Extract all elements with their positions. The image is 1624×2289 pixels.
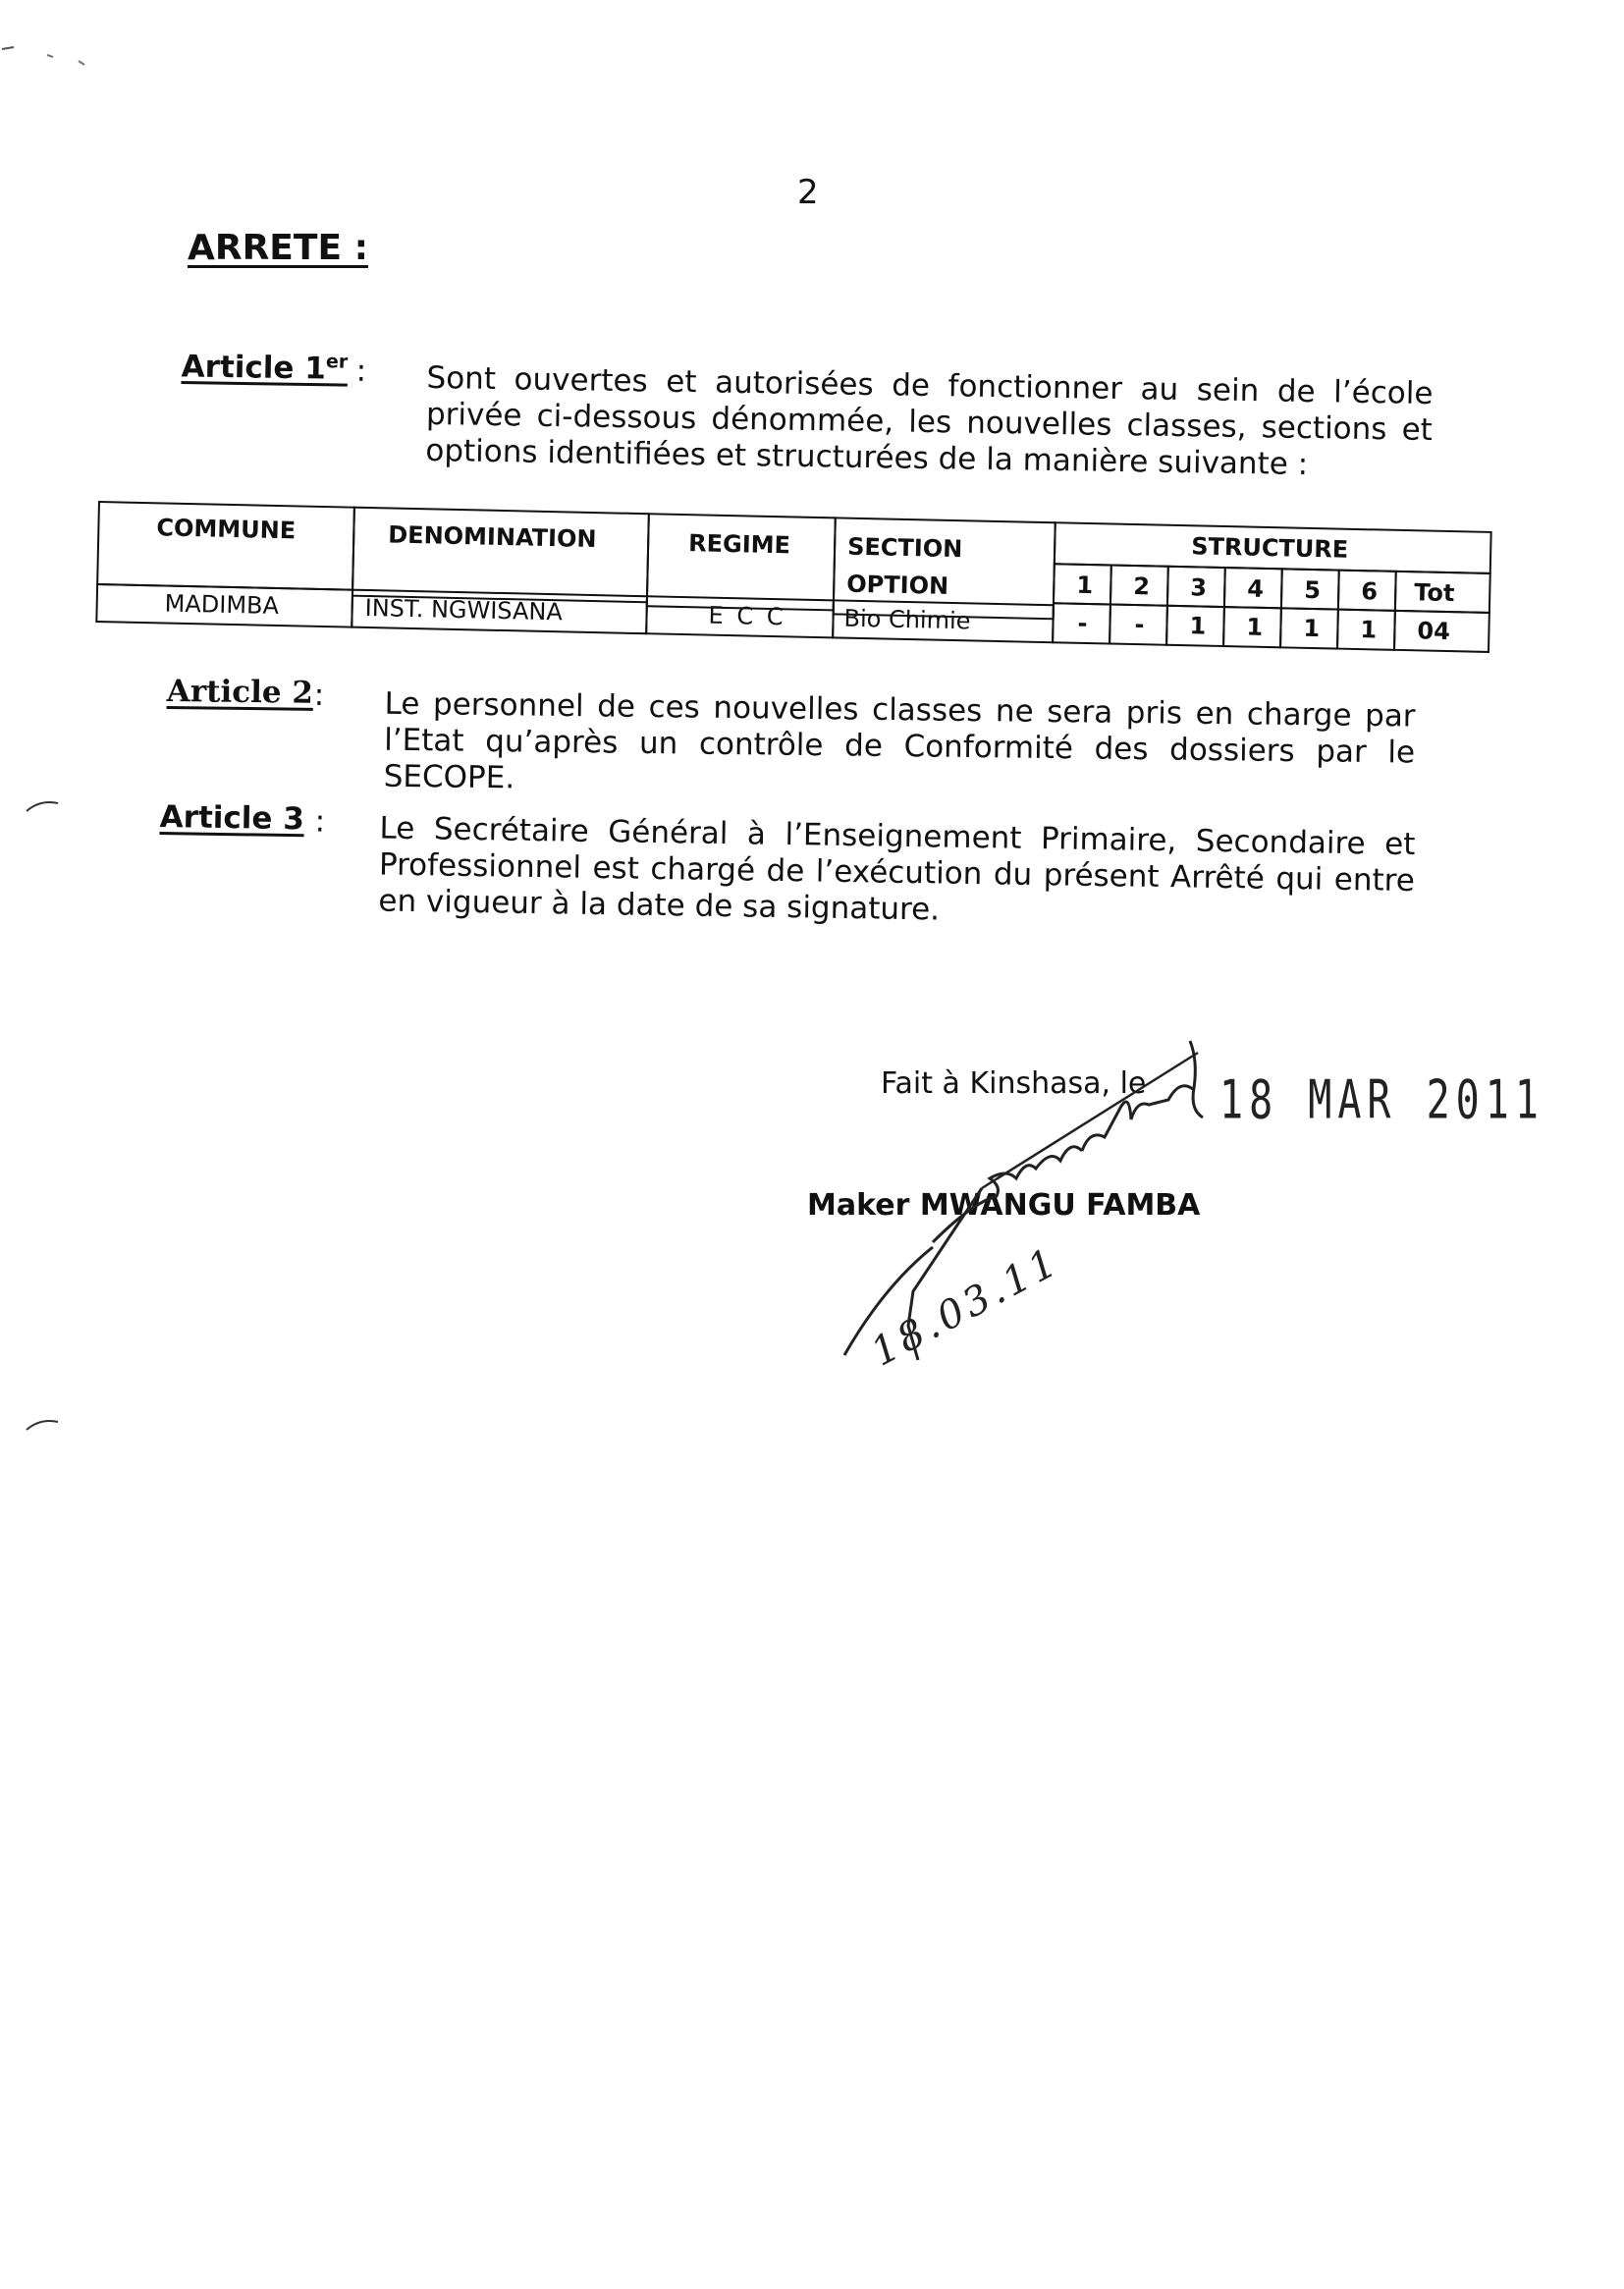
level-label: 3 — [1190, 573, 1208, 602]
level-cell — [1053, 563, 1112, 605]
article-2 — [166, 674, 1443, 796]
article-1-text: Sont ouvertes et autorisées de fonctionner au sein de l’école privée ci-dessous dénommée, les nouvelles classes, sections et options identifiées et structurées de la manière suivante : — [425, 359, 1434, 483]
article-2-text: Le personnel de ces nouvelles classes ne sera pris en charge par l’Etat qu’après un contrôle de Conformité des dossiers par le SECOPE. — [383, 685, 1416, 796]
structure-value-cell — [1165, 605, 1225, 647]
level-label: 5 — [1304, 575, 1322, 605]
date-stamp: 18 MAR 2011 — [1219, 1070, 1544, 1132]
structure-value: 1 — [1246, 613, 1264, 641]
row-denomination: INST. NGWISANA — [364, 593, 564, 627]
level-label: 2 — [1133, 572, 1151, 601]
article-1-superscript: er — [325, 351, 349, 373]
page-number: 2 — [797, 173, 819, 212]
header-option: OPTION — [846, 570, 949, 600]
place-date-line: Fait à Kinshasa, le — [881, 1066, 1147, 1101]
decree-heading: ARRETE : — [188, 228, 368, 268]
level-cell — [1280, 568, 1340, 610]
scan-mark-icon — [25, 795, 64, 815]
header-regime: REGIME — [687, 529, 791, 560]
level-cell — [1166, 566, 1226, 608]
classes-table — [95, 501, 1493, 653]
row-commune: MADIMBA — [164, 589, 280, 621]
row-regime-cell — [645, 595, 835, 638]
structure-value: - — [1134, 611, 1145, 639]
header-commune-cell — [96, 501, 355, 591]
structure-value-cell — [1279, 607, 1339, 649]
article-2-label: Article 2 — [166, 674, 314, 711]
article-1-label: Article 1er — [181, 349, 349, 387]
row-regime: E C C — [708, 601, 786, 631]
structure-value-cell — [1052, 602, 1111, 644]
level-label: 4 — [1247, 574, 1265, 603]
article-2-colon: : — [313, 677, 325, 713]
level-cell — [1110, 565, 1169, 607]
structure-value: - — [1077, 609, 1088, 638]
structure-value-cell — [1393, 610, 1490, 653]
level-cell — [1394, 571, 1491, 614]
row-denomination-cell — [351, 589, 648, 635]
level-label: 1 — [1076, 571, 1094, 600]
signer-name: Maker MWANGU FAMBA — [807, 1188, 1201, 1223]
header-denomination: DENOMINATION — [388, 520, 597, 554]
structure-value: 1 — [1303, 614, 1321, 643]
structure-value-cell — [1222, 606, 1282, 648]
header-section: SECTION — [846, 532, 963, 564]
scan-mark-icon — [0, 39, 108, 79]
article-3-text: Le Secrétaire Général à l’Enseignement Primaire, Secondaire et Professionnel est chargé de l’exécution du présent Arrêté qui entre en vigueur à la date de sa signature. — [378, 810, 1416, 928]
header-commune: COMMUNE — [156, 514, 297, 545]
level-label: 6 — [1360, 577, 1379, 606]
article-1 — [181, 349, 1438, 483]
level-cell — [1337, 570, 1397, 612]
structure-value: 1 — [1360, 616, 1378, 644]
handwritten-date: 18.03.11 — [864, 1238, 1068, 1376]
level-label: Tot — [1413, 578, 1455, 608]
row-commune-cell — [95, 583, 353, 628]
article-3-label: Article 3 — [159, 799, 305, 838]
structure-value: 1 — [1189, 612, 1207, 640]
scan-mark-icon — [25, 1414, 64, 1434]
row-section-option-cell — [832, 599, 1055, 643]
level-cell — [1223, 567, 1283, 609]
structure-value-cell — [1336, 609, 1396, 651]
structure-value: 04 — [1417, 617, 1451, 646]
structure-value-cell — [1109, 603, 1168, 645]
header-denomination-cell — [352, 507, 650, 604]
row-section-option: Bio Chimie — [843, 604, 971, 635]
article-1-colon: : — [355, 353, 367, 389]
article-3-colon: : — [314, 803, 326, 840]
header-structure: STRUCTURE — [1190, 532, 1349, 564]
